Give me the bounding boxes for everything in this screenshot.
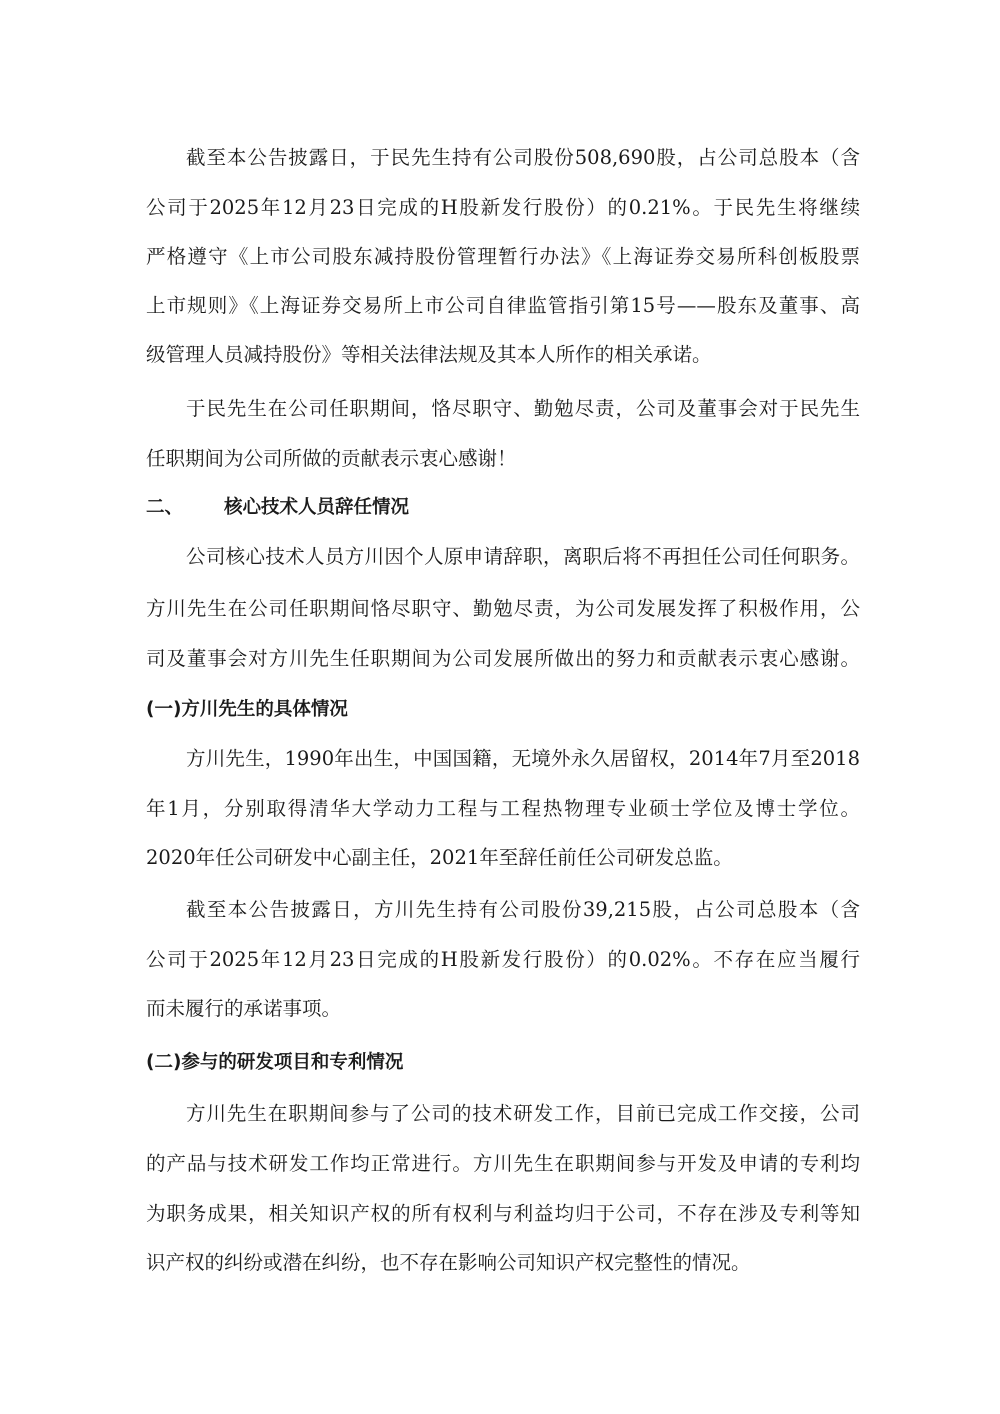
paragraph-line: 方川先生在职期间参与了公司的技术研发工作，目前已完成工作交接，公司 [186,1102,860,1125]
paragraph-line: 公司于2025年12月23日完成的H股新发行股份）的0.21%。于民先生将继续 [146,196,860,219]
paragraph-line: 截至本公告披露日，于民先生持有公司股份508,690股，占公司总股本（含 [186,146,860,169]
paragraph-line: 为职务成果，相关知识产权的所有权利与利益均归于公司，不存在涉及专利等知 [146,1202,860,1225]
paragraph-line: 方川先生在公司任职期间恪尽职守、勤勉尽责，为公司发展发挥了积极作用，公 [146,597,860,620]
section-title: 核心技术人员辞任情况 [224,497,410,518]
paragraph-line: 的产品与技术研发工作均正常进行。方川先生在职期间参与开发及申请的专利均 [146,1152,860,1175]
section-number: 二、 [146,497,184,518]
paragraph-line: 识产权的纠纷或潜在纠纷，也不存在影响公司知识产权完整性的情况。 [146,1251,751,1274]
paragraph-line: 2020年任公司研发中心副主任，2021年至辞任前任公司研发总监。 [146,846,733,869]
paragraph-line: 上市规则》《上海证券交易所上市公司自律监管指引第15号——股东及董事、高 [146,294,860,317]
section-heading [146,495,860,521]
paragraph-line: 年1月，分别取得清华大学动力工程与工程热物理专业硕士学位及博士学位。 [146,797,860,820]
paragraph-line: 方川先生，1990年出生，中国国籍，无境外永久居留权，2014年7月至2018 [186,747,860,770]
paragraph-line: 截至本公告披露日，方川先生持有公司股份39,215股，占公司总股本（含 [186,898,860,921]
paragraph-line: 公司于2025年12月23日完成的H股新发行股份）的0.02%。不存在应当履行 [146,948,860,971]
paragraph-line: 级管理人员减持股份》等相关法律法规及其本人所作的相关承诺。 [146,343,712,366]
paragraph-line: 公司核心技术人员方川因个人原申请辞职，离职后将不再担任公司任何职务。 [186,545,860,568]
subsection-heading: (一)方川先生的具体情况 [146,699,348,720]
paragraph-line: 严格遵守《上市公司股东减持股份管理暂行办法》《上海证券交易所科创板股票 [146,245,860,268]
paragraph-line: 而未履行的承诺事项。 [146,997,342,1020]
subsection-heading: (二)参与的研发项目和专利情况 [146,1052,404,1073]
paragraph-line: 于民先生在公司任职期间，恪尽职守、勤勉尽责，公司及董事会对于民先生 [186,397,860,420]
paragraph-line: 司及董事会对方川先生任职期间为公司发展所做出的努力和贡献表示衷心感谢。 [146,647,860,670]
paragraph-line: 任职期间为公司所做的贡献表示衷心感谢！ [146,447,517,470]
